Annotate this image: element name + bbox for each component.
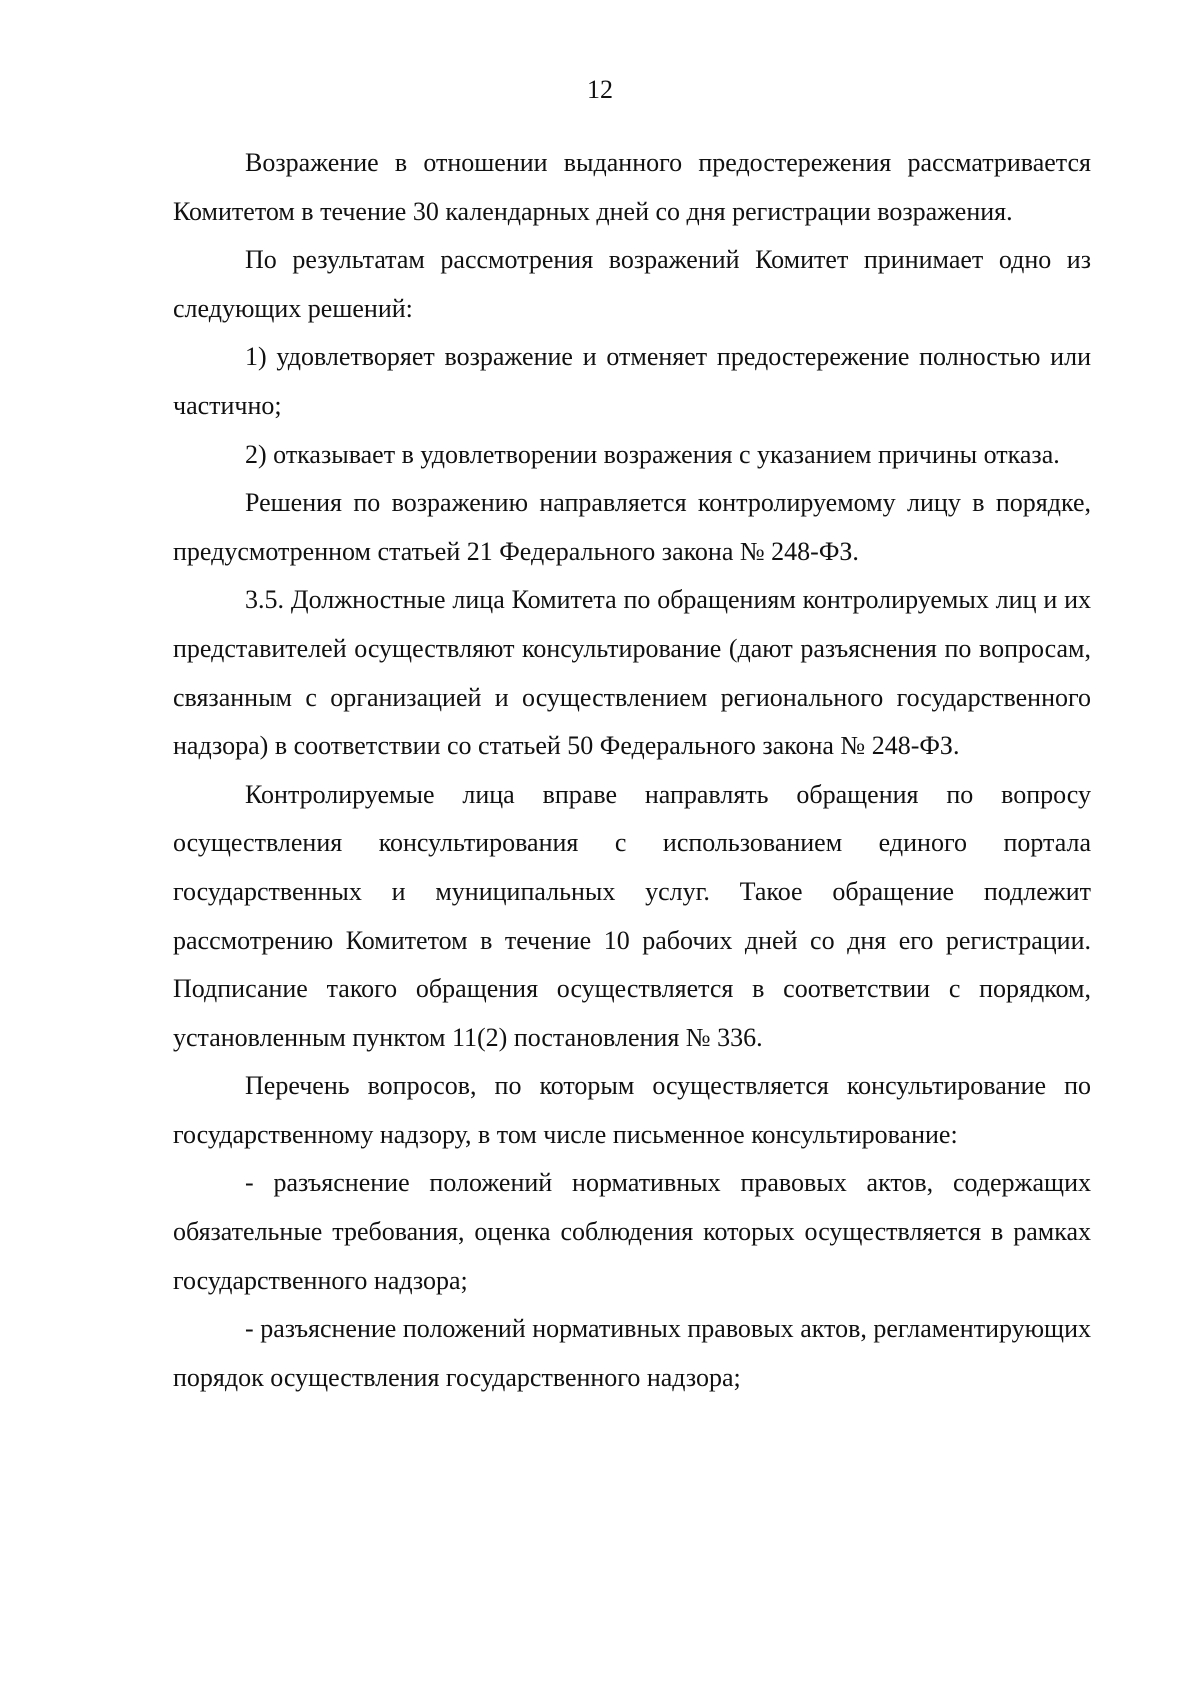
paragraph-decision-options: По результатам рассмотрения возражений Комитет принимает одно из следующих решений: [173,245,1091,323]
paragraph-objection-review-term: Возражение в отношении выданного предостережения рассматривается Комитетом в течение 30 календарных дней со дня регистрации возражения. [173,148,1091,226]
document-body [173,139,1091,1402]
paragraph-consulting-topics: Перечень вопросов, по которым осуществляется консультирование по государственному надзору, в том числе письменное консультирование: [173,1071,1091,1149]
list-item-topic-1: - разъяснение положений нормативных правовых актов, содержащих обязательные требования, оценка соблюдения которых осуществляется в рамках государственного надзора; [173,1168,1091,1295]
paragraph-decision-2: 2) отказывает в удовлетворении возражения с указанием причины отказа. [245,439,1060,469]
page-number: 12 [587,75,613,104]
paragraph-3-5-consulting: 3.5. Должностные лица Комитета по обращениям контролируемых лиц и их представителей осуществляют консультирование (дают разъяснения по вопросам, связанным с организацией и осуществлением регионального государственного надзора) в соответствии со статьей 50 Федерального закона № 248-ФЗ. [173,585,1091,761]
paragraph-decision-1: 1) удовлетворяет возражение и отменяет предостережение полностью или частично; [173,342,1091,420]
list-item-topic-2: - разъяснение положений нормативных правовых актов, регламентирующих порядок осуществления государственного надзора; [173,1314,1091,1392]
paragraph-consulting-requests: Контролируемые лица вправе направлять обращения по вопросу осуществления консультирования с использованием единого портала государственных и муниципальных услуг. Такое обращение подлежит рассмотрению Комитетом в течение 10 рабочих дней со дня его регистрации. Подписание такого обращения осуществляется в соответствии с порядком, установленным пунктом 11(2) постановления № 336. [173,779,1091,1052]
paragraph-decision-delivery: Решения по возражению направляется контролируемому лицу в порядке, предусмотренном статьей 21 Федерального закона № 248-ФЗ. [173,488,1091,566]
